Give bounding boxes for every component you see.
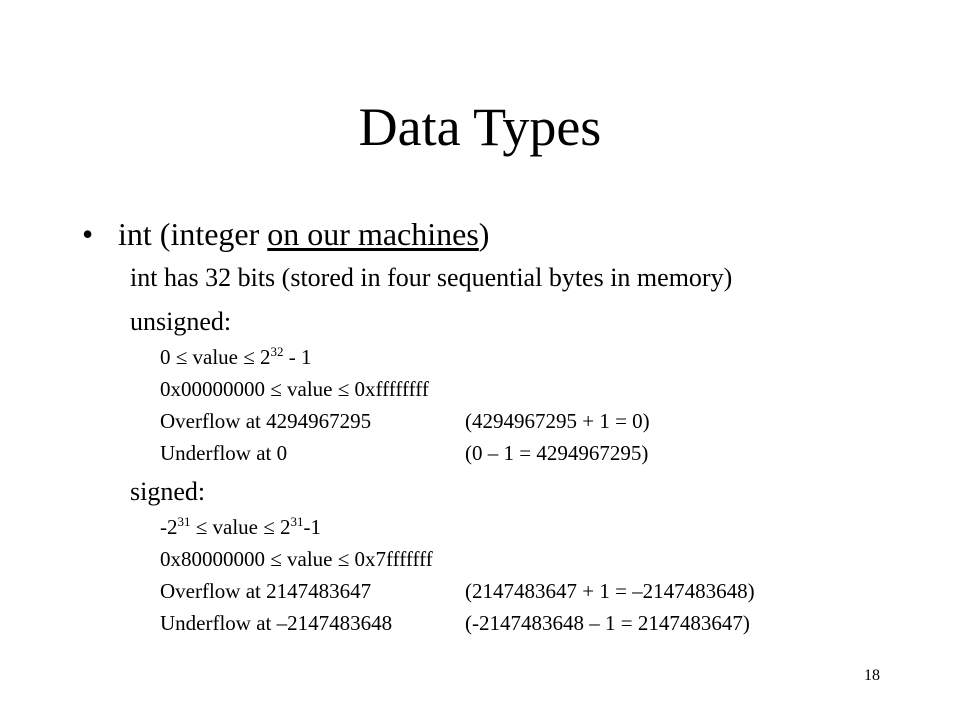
signed-underflow-row bbox=[160, 609, 750, 637]
signed-overflow-example: (2147483647 + 1 = –2147483648) bbox=[465, 579, 755, 603]
signed-range-exp1: 31 bbox=[177, 514, 191, 529]
bullet-text-underlined: on our machines bbox=[267, 216, 479, 252]
unsigned-underflow-example: (0 – 1 = 4294967295) bbox=[465, 441, 649, 465]
signed-overflow: Overflow at 2147483647 bbox=[160, 579, 372, 603]
int-bits-line: int has 32 bits (stored in four sequential bytes in memory) bbox=[130, 263, 733, 292]
signed-range-exp2: 31 bbox=[290, 514, 304, 529]
page-number: 18 bbox=[864, 667, 880, 684]
signed-range-post: -1 bbox=[303, 515, 322, 539]
unsigned-range bbox=[160, 343, 312, 371]
signed-range bbox=[160, 513, 321, 541]
unsigned-heading: unsigned: bbox=[130, 307, 232, 336]
slide-title: Data Types bbox=[358, 97, 602, 157]
bullet-text-suffix: ) bbox=[478, 216, 490, 252]
signed-range-mid: ≤ value ≤ 2 bbox=[190, 515, 291, 539]
bullet-dot-icon: • bbox=[82, 216, 94, 252]
signed-underflow-example: (-2147483648 – 1 = 2147483647) bbox=[465, 611, 750, 635]
signed-underflow: Underflow at –2147483648 bbox=[160, 611, 393, 635]
signed-overflow-row bbox=[160, 577, 755, 605]
unsigned-hex-range: 0x00000000 ≤ value ≤ 0xffffffff bbox=[160, 377, 429, 401]
signed-hex-range: 0x80000000 ≤ value ≤ 0x7fffffff bbox=[160, 547, 433, 571]
bullet-int bbox=[82, 214, 489, 254]
unsigned-range-pre: 0 ≤ value ≤ 2 bbox=[160, 345, 271, 369]
unsigned-overflow-row bbox=[160, 407, 650, 435]
unsigned-overflow: Overflow at 4294967295 bbox=[160, 409, 372, 433]
bullet-text-prefix: int (integer bbox=[118, 216, 268, 252]
unsigned-range-exp: 32 bbox=[270, 344, 284, 359]
unsigned-underflow: Underflow at 0 bbox=[160, 441, 288, 465]
unsigned-underflow-row bbox=[160, 439, 649, 467]
signed-heading: signed: bbox=[130, 477, 206, 506]
signed-range-pre: -2 bbox=[160, 515, 178, 539]
unsigned-overflow-example: (4294967295 + 1 = 0) bbox=[465, 409, 650, 433]
unsigned-range-post: - 1 bbox=[283, 345, 312, 369]
